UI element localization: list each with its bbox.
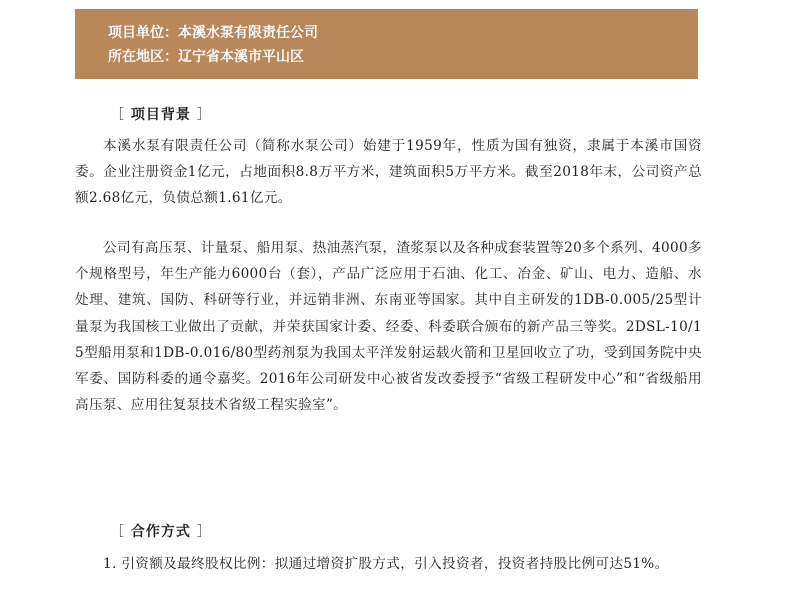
background-paragraph-1: 本溪水泵有限责任公司（简称水泵公司）始建于1959年，性质为国有独资，隶属于本溪市国资委。企业注册资金1亿元，占地面积8.8万平方米，建筑面积5万平方米。截至2018年末，公司资产总额2.68亿元，负债总额1.61亿元。 xyxy=(75,138,702,207)
bracket-open: ［ xyxy=(110,524,125,540)
project-unit-label: 项目单位： xyxy=(108,25,178,41)
cooperation-paragraph-1: 1. 引资额及最终股权比例：拟通过增资扩股方式，引入投资者，投资者持股比例可达51%。 xyxy=(103,556,669,572)
bracket-close: ］ xyxy=(196,107,212,123)
background-section-heading xyxy=(110,104,212,124)
cooperation-section-heading xyxy=(110,521,212,541)
background-section-title: 项目背景 xyxy=(130,107,191,123)
cooperation-section-title: 合作方式 xyxy=(130,524,191,540)
project-info-box xyxy=(75,9,698,79)
bracket-close: ］ xyxy=(196,524,212,540)
project-region-value: 辽宁省本溪市平山区 xyxy=(178,49,304,65)
bracket-open: ［ xyxy=(110,107,125,123)
project-unit-row xyxy=(108,21,698,45)
project-region-row xyxy=(108,45,698,69)
project-region-label: 所在地区： xyxy=(108,49,178,65)
project-unit-value: 本溪水泵有限责任公司 xyxy=(178,25,318,41)
background-paragraph-2: 公司有高压泵、计量泵、船用泵、热油蒸汽泵，渣浆泵以及各种成套装置等20多个系列、4000多个规格型号，年生产能力6000台（套），产品广泛应用于石油、化工、冶金、矿山、电力、造船、水处理、建筑、国防、科研等行业，并远销非洲、东南亚等国家。其中自主研发的1DB-0.005/25型计量泵为我国核工业做出了贡献，并荣获国家计委、经委、科委联合颁布的新产品三等奖。2DSL-10/15型船用泵和1DB-0.016/80型药剂泵为我国太平洋发射运载火箭和卫星回收立了功，受到国务院中央军委、国防科委的通令嘉奖。2016年公司研发中心被省发改委授予“省级工程研发中心”和“省级船用高压泵、应用往复泵技术省级工程实验室”。 xyxy=(75,240,702,414)
